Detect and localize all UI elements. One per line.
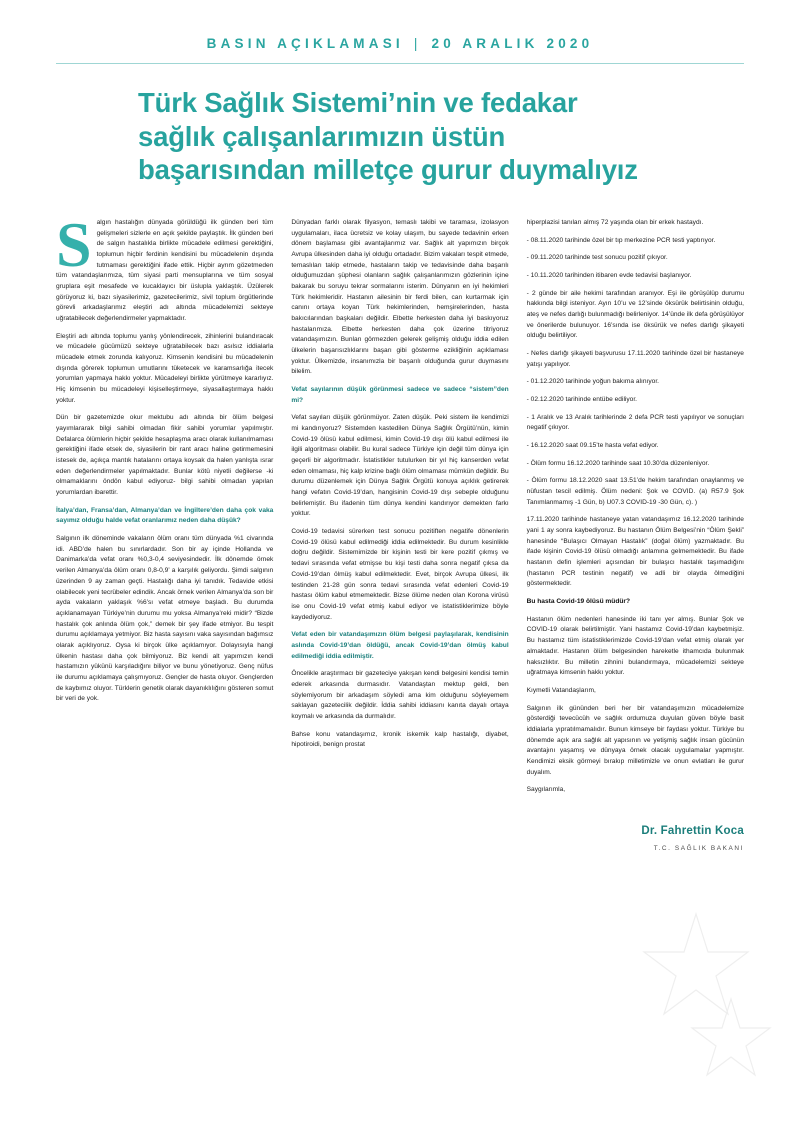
subheading: Vefat eden bir vatandaşımızın ölüm belgesi paylaşılarak, kendisinin aslında Covid-19’dan öldüğü, ancak Covid-19’dan ölmüş kabul edilmediği iddia edilmiştir.	[291, 631, 509, 660]
paragraph: Hastanın ölüm nedenleri hanesinde iki tanı yer almış. Bunlar Şok ve COVID-19 olarak belirtilmiştir. Yani hastamız Covid-19’dan kaybetmişiz. Bu hastamız tüm istatistiklerimizde Covid-19’dan vefat etmiş olarak yer almaktadır. Hastanın ölüm belgesinden hareketle ithamcıda bulunmak haksızlıktır. Bu milletin zihnini bulandırmaya, mücadelemizi sekteye uğratmaya kimsenin hakkı yoktur.	[526, 615, 744, 677]
paragraph-text: algın hastalığın dünyada görüldüğü ilk günden beri tüm gelişmeleri sizlerle en açık şekilde paylaştık. İlk günden beri de salgın hastalıkla birlikte mücadele edilmesi gerektiğini, toplumun hiçbir ferdinin kendisini bu mücadelenin dışında tutmaması gerektiğini ifade ettik. Hiçbir ayrım gözetmeden tüm vatandaşlarımıza, tüm siyasi parti mensuplarına ve tüm sosyal gruplara eşit mesafede ve kucaklayıcı bir üslupla yaklaştık. Üzülerek görüyoruz ki, bazı siyasilerimiz, gazetecilerimiz, sivil toplum örgütlerinde görevli arkadaşlarımız eleştiri adı altında mücadelemizi sekteye uğratabilecek değerlendirmeler yapmaktadır.	[56, 219, 274, 323]
timeline-item: - Ölüm formu 16.12.2020 tarihinde saat 10.30’da düzenleniyor.	[526, 459, 710, 467]
star-watermark-icon	[636, 904, 786, 1094]
paragraph: Eleştiri adı altında toplumu yanlış yönlendirecek, zihinlerini bulandıracak ve mücadele gücümüzü sekteye uğratabilecek bazı asılsız iddialarla mücadele etmek zorunda kalıyoruz. Kimsenin kendisini bu mücadelenin dışında görerek toplumun umutlarını tüketecek ve karamsarlığa itecek yorumları yapmaya hakkı yoktur. Mücadeleyi birlikte yürütmeye kararlıyız. Hiç kimsenin bu mücadeleyi kişiselleştirmeye, siyasallaştırmaya hakkı yoktur.	[56, 332, 274, 404]
document-kicker	[0, 0, 800, 51]
timeline-item: - Nefes darlığı şikayeti başvurusu 17.11.2020 tarihinde özel bir hastaneye yatışı yapılıyor.	[526, 350, 744, 368]
page-title	[56, 86, 744, 187]
header-divider	[56, 63, 744, 64]
timeline-item: - 16.12.2020 saat 09.15’te hasta vefat ediyor.	[526, 442, 659, 450]
timeline-item: - 09.11.2020 tarihinde test sonucu pozitif çıkıyor.	[526, 254, 668, 262]
column-2	[291, 218, 508, 854]
paragraph: Vefat sayıları düşük görünmüyor. Zaten düşük. Peki sistem ile kendimizi mi kandırıyoruz? Sistemden kastedilen Dünya Sağlık Örgütü’nün, kimin Covid-19 ölüsü kabul edilmesi, kimin Covid-19 dışı ölü kabul edilmesi ile ilgili algoritması olabilir. Bu kural sadece Türkiye için değil tüm dünya için geçerli bir algoritmadır. İstatistikler tutulurken bir yıl hiç kanserden vefat eden olmaması, hiç kalp krizine bağlı ölüm olmaması mümkün değildir. Bu durumu düzenlemek için Dünya Sağlık Örgütü konuya açıklık getirerek hangi vefatın Covid-19’dan, hangisinin Covid-19 dışı sebeple olduğunu belirlemiştir. Bu ifadenin tüm dünya kendini kandırıyor demekten farkı yoktur.	[291, 414, 509, 518]
signature-title: T.C. SAĞLIK BAKANI	[653, 844, 744, 852]
timeline-item: - 08.11.2020 tarihinde özel bir tıp merkezine PCR testi yaptırıyor.	[526, 236, 716, 244]
paragraph: hiperplazisi tanıları almış 72 yaşında olan bir erkek hastaydı.	[526, 219, 704, 226]
subheading: Vefat sayılarının düşük görünmesi sadece ve sadece “sistem”den mi?	[291, 386, 509, 404]
headline-line-1: Türk Sağlık Sistemi’nin ve fedakar	[138, 87, 578, 118]
subheading: Bu hasta Covid-19 ölüsü müdür?	[526, 598, 630, 606]
timeline-item: - 10.11.2020 tarihinden itibaren evde tedavisi başlanıyor.	[526, 272, 692, 280]
column-1	[56, 209, 274, 854]
paragraph: Dünyadan farklı olarak filyasyon, temaslı takibi ve taraması, izolasyon uygulamaları, ilaca ücretsiz ve kolay ulaşım, bu sayede tedavinin erken dönem başlaması gibi avantajlarımız var. Sağlık alt yapımızın birçok Avrupa ülkesinden daha iyi olduğu ortadadır. Bizim vakaları tespit etmede, temaslıları takip etmede, hastaların takip ve tedavisinde daha başarılı olduğumuzdan şüphesi olanların sağlık çalışanlarımızın gözlerinin içine bakarak bu soruyu tekrar sormalarını isterim. Dünyanın en iyi hekimleri Türk hekimleridir. Hastanın ailesinin bir ferdi bilen, can kurtarmak için canını ortaya koyan Türk hekimlerinden, hemşirelerinden, hasta bakıcılarından başkaları değildir. Elbette herkesten daha iyi baskıyoruz hastalarımıza. Elbette herkesten daha çok üzerine titriyoruz vatandaşımızın. Bunları görmezden gelerek gelişmiş olduğu iddia edilen ülkelerin başarısızlıklarını başarı gibi gösterme ezikliğinin açıklaması yoktur. Ülkemizde, insanımızla bir başarılı olduğunda gurur duymasını bilelim.	[291, 219, 509, 376]
paragraph: Dün bir gazetemizde okur mektubu adı altında bir ölüm belgesi yayımlararak bilgi sahibi olmadan fikir sahibi yorumlar yapılmıştır. Defalarca ölümlerin hiçbir şekilde hesaplaşma aracı olarak kullanılmaması gerektiğini ifade etsek de, siyasilerin bir rant aracı haline getirmemesini istesek de, açıkça mantık hatalarını ortaya koysak da halen yanlışta ısrar eden değerlendirmeler yapılmaktadır. Bunlar kötü niyetli değilerse -ki olmamaklarını öndön kabul ediyoruz- bilgi sahibi olmadan yapılan yorumlardan ibarettir.	[56, 414, 274, 497]
signature-name: Dr. Fahrettin Koca	[641, 824, 744, 837]
column-3	[527, 218, 744, 854]
paragraph: Saygılarımla,	[526, 786, 566, 794]
article-columns	[56, 209, 744, 854]
paragraph: Öncelikle araştırmacı bir gazeteciye yakışan kendi belgesini kendisi temin ederek arkasında durmasıdır. Vatandaştan mektup geldi, ben söylemiyorum bir arkadaşım söyledi ama kim olduğunu söyleyemem saklayan gazetecilik değildir. İddia sahibi iddiasını kanıta dayalı ortaya koymalı ve arkasında da durmalıdır.	[291, 670, 509, 720]
paragraph: Salgının ilk gününden beri her bir vatandaşımızın mücadelemize gösterdiği tevecücüh ve sağlık ordumuza duyulan güven böyle basit iddialarla yıpratılmamalıdır. Bunun kimseye bir faydası yoktur. Türkiye bu dönemde açık ara sağlık alt yapısının ve yetişmiş sağlık insan gücünün avantajını yaşamış ve dünyaya örnek olacak uygulamalar yapmıştır. Kendimizi eksik görmeyi bırakıp milletimizle ve onun evlatları ile gurur duyalım.	[526, 704, 744, 776]
timeline-item: - 01.12.2020 tarihinde yoğun bakıma alınıyor.	[526, 378, 659, 386]
paragraph: Kıymetli Vatandaşlarım,	[526, 686, 596, 694]
timeline-item: - 02.12.2020 tarihinde entübe ediliyor.	[526, 396, 637, 404]
paragraph: Salgının ilk döneminde vakaların ölüm oranı tüm dünyada %1 civarında idi. ABD’de halen bu sınırlardadır. Son bir ay içinde Hollanda ve Danimarka’da vefat oranı %0,3-0,4 seviyesindedir. İlk dönemde örnek verilen Almanya’da ölüm oranı 0,8-0,9’ a karşılık geliyordu. Şimdi salgının üzerinden 9 ay zaman geçti. Hastalığı daha iyi tanıdık. Tedavide etkisi olabilecek yeni tecrübeler edindik. Ancak örnek verilen Almanya’da son bir ayda vakaların yaklaşık %6’sı vefat etmeye başladı. Bu durumda açıklanamayan Türkiye’nin durumu mu yoksa Almanya’reki midir? “Bizde hastalık çok anlında ölüm çok,” demek bir şey ifade etmiyor. Bu tespit durumu açıklamaya yetmiyor. Biz hasta sayısını vaka sayısından bağımsız olarak açıklıyoruz. Oysa ki birçok ülke açıklamıyor. Dolayısıyla hangi ülkenin hastası daha çok bilmiyoruz. Biz kendi alt yapımızın kendi hastamızın yükünü karşıladığını biliyor ve bunu yönetiyoruz. Genç nüfus ile durumu açıklamaya çalışmıyoruz. Gençler de hasta oluyor. Gençlerden de kaybımız oluyor. Türklerin genetik olarak dayanıklılığını gösteren somut bir veri de yok.	[56, 535, 274, 703]
paragraph: Covid-19 tedavisi sürerken test sonucu pozitiften negatife dönenlerin Covid-19 ölüsü kabul edilmediği iddia edilmektedir. Bu durum kesinlikle doğru değildir. Sistemimizde bir kişinin testi bir kere pozitif çıkmış ve tedavi sırasında vefat etmişse bu kişi testi daha sonra negatif çıksa da Covid-19’dan ölmüş kabul edilmektedir. Evet, birçok Avrupa ülkesi, ilk testinden 21-28 gün sonra tedavi sırasında vefat edenleri Covid-19 hastası ölüm kabul etmemektedir. Bizse ölüme neden olan Korona virüsü ise onu Covid-19 vefat etmiş kabul ediyor ve istatistiklerimize böyle kaydediyoruz.	[291, 528, 509, 621]
headline-line-3: başarısından milletçe gurur duymalıyız	[138, 154, 638, 186]
timeline-item: - Ölüm formu 18.12.2020 saat 13.51’de hekim tarafından onaylanmış ve nüfustan tescil edilmiş. Ölüm nedeni: Şok ve COVID. (a) R57.9 Şok Tanımlanmamış -1 Gün, b) U07.3 COVID-19 -30 Gün, c). )	[526, 477, 744, 506]
footer-spacer	[0, 187, 800, 207]
kicker-left-text: BASIN AÇIKLAMASI	[206, 36, 404, 51]
kicker-date: 20 ARALIK 2020	[431, 36, 594, 51]
paragraph: Bahse konu vatandaşımız, kronik iskemik kalp hastalığı, diyabet, hipotiroidi, benign prostat	[291, 730, 509, 749]
timeline-item: - 1 Aralık ve 13 Aralık tarihlerinde 2 defa PCR testi yapılıyor ve sonuçları negatif çıkıyor.	[526, 413, 744, 432]
kicker-separator: |	[413, 36, 422, 51]
subheading: İtalya’dan, Fransa’dan, Almanya’dan ve İngiltere’den daha çok vaka sayımız olduğu halde vefat oranlarımız neden daha düşük?	[56, 506, 274, 525]
paragraph	[56, 209, 274, 325]
signature-block	[527, 822, 744, 854]
paragraph: 17.11.2020 tarihinde hastaneye yatan vatandaşımız 16.12.2020 tarihinde yani 1 ay sonra kaybediyoruz. Bu hastanın Ölüm Belgesi’nin “Ölüm Şekli” hanesinde “Bulaşıcı Olmayan Hastalık” (doğal ölüm) yazmaktadır. Bu ifade kişinin Covid-19 ölüsü olmadığı anlamına gelmemektedir. Bu ifade hastanın defin işlemleri açısından bir bulaşıcı hastalık taşımadığını (hastanın PCR testinin negatif) ve adli bir olayda ölmediğini göstermektedir.	[526, 516, 744, 588]
timeline-item: - 2 günde bir aile hekimi tarafından aranıyor. Eşi ile görüşülüp durumu hakkında bilgi isteniyor. Ayın 10’u ve 12’sinde öksürük belirtisinin olduğu, ateş ve nefes darlığı bulunmadığı belirleniyor. 14’ünde ilk defa görüşülüyor ve önerilerde bulunuyor. 16’sında ise öksürük ve nefes darlığı şikayeti olduğu belirtiliyor.	[526, 289, 744, 340]
drop-cap: S	[56, 209, 92, 280]
headline-line-2: sağlık çalışanlarımızın üstün	[138, 120, 506, 152]
